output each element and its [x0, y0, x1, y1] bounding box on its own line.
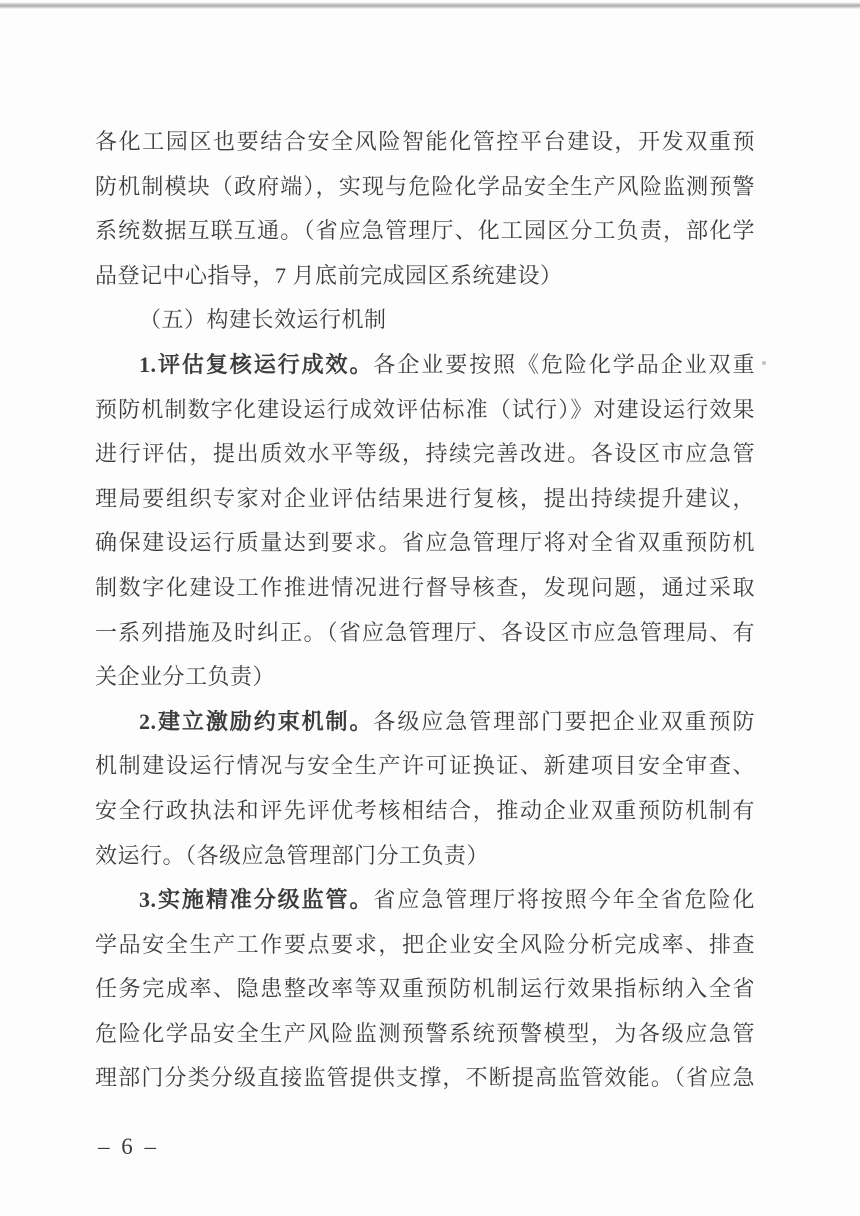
text-run: 安全行政执法和评先评优考核相结合，推动企业双重预防机制有	[95, 797, 755, 823]
text-run: 制数字化建设工作推进情况进行督导核查，发现问题，通过采取	[95, 574, 755, 600]
text-run: 预防机制数字化建设运行成效评估标准（试行）》对建设运行效果	[95, 396, 755, 422]
text-line	[95, 477, 755, 522]
text-line	[95, 120, 755, 165]
text-run: 关企业分工负责）	[95, 664, 276, 690]
text-line	[95, 388, 755, 433]
text-run: 确保建设运行质量达到要求。省应急管理厅将对全省双重预防机	[95, 530, 755, 556]
page-number: – 6 –	[98, 1134, 159, 1159]
text-run: 各企业要按照《危险化学品企业双重	[373, 351, 755, 377]
text-run: 品登记中心指导，7 月底前完成园区系统建设）	[95, 262, 563, 288]
document-body	[95, 120, 755, 1101]
text-run: 任务完成率、隐患整改率等双重预防机制运行效果指标纳入全省	[95, 976, 755, 1002]
text-line	[95, 834, 755, 879]
text-line	[95, 611, 755, 656]
text-run: 各级应急管理部门要把企业双重预防	[373, 708, 755, 734]
scan-edge-artifact	[0, 2, 860, 9]
scan-speck-artifact	[762, 361, 766, 365]
text-run: 各化工园区也要结合安全风险智能化管控平台建设，开发双重预	[95, 129, 755, 154]
text-run: 进行评估，提出质效水平等级，持续完善改进。各设区市应急管	[95, 441, 755, 467]
text-line	[95, 744, 755, 789]
text-run: 学品安全生产工作要点要求，把企业安全风险分析完成率、排查	[95, 931, 755, 957]
text-run: 效运行。（各级应急管理部门分工负责）	[95, 842, 490, 868]
text-line	[95, 254, 755, 299]
text-run: 系统数据互联互通。（省应急管理厅、化工园区分工负责，部化学	[95, 218, 755, 244]
text-run: 理局要组织专家对企业评估结果进行复核，提出持续提升建议，	[95, 485, 755, 511]
text-line	[95, 298, 755, 343]
text-run: 省应急管理厅将按照今年全省危险化	[373, 887, 755, 913]
text-line	[95, 789, 755, 834]
text-line	[95, 566, 755, 611]
text-line	[95, 432, 755, 477]
text-run: 机制建设运行情况与安全生产许可证换证、新建项目安全审查、	[95, 753, 755, 779]
text-line	[95, 700, 755, 745]
bold-run-heading: 1.评估复核运行成效。	[139, 351, 374, 377]
text-line	[95, 967, 755, 1012]
text-line	[95, 521, 755, 566]
text-line	[95, 923, 755, 968]
text-line	[95, 165, 755, 210]
bold-run-heading: 3.实施精准分级监管。	[139, 887, 374, 913]
text-line	[95, 878, 755, 923]
text-run: （五）构建长效运行机制	[139, 307, 387, 333]
text-run: 理部门分类分级直接监管提供支撑，不断提高监管效能。（省应急	[95, 1065, 755, 1091]
text-line	[95, 343, 755, 388]
text-line	[95, 1012, 755, 1057]
bold-run-heading: 2.建立激励约束机制。	[139, 708, 374, 734]
text-run: 危险化学品安全生产风险监测预警系统预警模型，为各级应急管	[95, 1020, 755, 1046]
text-run: 一系列措施及时纠正。（省应急管理厅、各设区市应急管理局、有	[95, 619, 755, 645]
text-line	[95, 209, 755, 254]
text-line	[95, 655, 755, 700]
text-run: 防机制模块（政府端），实现与危险化学品安全生产风险监测预警	[95, 173, 755, 199]
text-line	[95, 1056, 755, 1101]
